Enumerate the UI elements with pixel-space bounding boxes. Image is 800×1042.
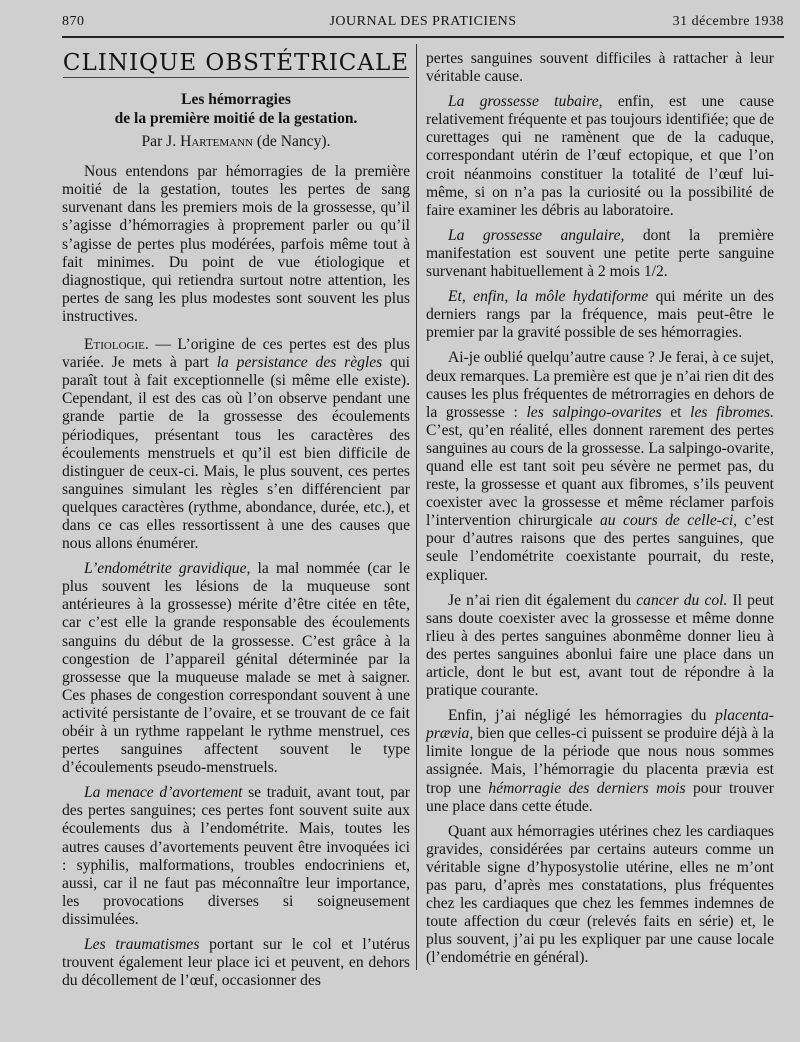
section-title: CLINIQUE OBSTÉTRICALE (62, 50, 410, 76)
paragraph: Je n’ai rien dit également du cancer du col. Il peut sans doute coexister avec la grossesse et même donne rlieu à des pertes sanguines abonmême donner lieu à des pertes sanguines abonlui faire une place dans un article, dont le but est, avant tout de répondre à la pratique courante. (426, 591, 775, 700)
paragraph: pertes sanguines souvent difficiles à rattacher à leur véritable cause. (426, 50, 774, 86)
paragraph: La menace d’avortement se traduit, avant tout, par des pertes sanguines; ces pertes font souvent suite aux écoulements dus à l’endométrite. Mais, toutes les autres causes d’avortements peuvent être invoquées ici : syphilis, malformations, troubles endocriniens et, aussi, car il ne faut pas méconnaître leur importance, les provocations diverses si soigneusement dissimulées. (62, 784, 410, 928)
issue-date: 31 décembre 1938 (672, 14, 784, 29)
journal-title: JOURNAL DES PRATICIENS (329, 14, 517, 29)
paragraph: Et, enfin, la môle hydatiforme qui mérite un des derniers rangs par la fréquence, mais peut-être le premier par la gravité possible de ses hémorragies. (426, 288, 774, 342)
paragraph: La grossesse tubaire, enfin, est une cause relativement fréquente et pas toujours identifiée; que de curettages qui ne ramènent que de la caduque, correspondant utérin de l’œuf ectopique, et que l’on croit néanmoins constituer la totalité de l’œuf lui-même, si on n’a pas la curiosité ou la possibilité de faire examiner les débris au laboratoire. (426, 93, 774, 219)
paragraph: Etiologie. — L’origine de ces pertes est des plus variée. Je mets à part la persistance des règles qui paraît tout à fait exceptionnelle (si même elle existe). Cependant, il est des cas où l’on observe pendant une grande partie de la grossesse des écoulements périodiques, présentant tous les caractères des écoulements menstruels et qu’il est bien difficile de distinguer de ceux-ci. Mais, le plus souvent, ces pertes sanguines simulant les règles s’en différencient par quelques caractères (rythme, abondance, durée, etc.), et dans ce cas elles ressortissent à une des causes que nous allons énumérer. (62, 336, 411, 553)
running-header (62, 14, 784, 34)
left-column (62, 50, 410, 990)
paragraph: Quant aux hémorragies utérines chez les cardiaques gravides, considérées par certains auteurs comme un véritable signe d’hyposystolie utérine, elles ne m’ont pas paru, d’après mes constatations, plus fréquentes chez les cardiaques que chez les femmes indemnes de toute affection du cœur (relevés faits en série) et, le plus souvent, j’ai pu les expliquer par une cause locale (l’endométrie en général). (426, 822, 774, 967)
article-title-line2: de la première moitié de la gestation. (114, 110, 358, 128)
article-title-line1: Les hémorragies (181, 91, 291, 109)
paragraph: Ai-je oublié quelqu’autre cause ? Je ferai, à ce sujet, deux remarques. La première est que je n’ai rien dit des causes les plus fréquentes de métrorragies en dehors de la grossesse : les salpingo-ovarites et les fibromes. C’est, qu’en réalité, elles donnent rarement des pertes sanguines au cours de la grossesse. La salpingo-ovarite, quand elle est tant soit peu sévère ne permet pas, du reste, la grossesse et quant aux fibromes, s’ils peuvent coexister avec la grossesse et même réclamer parfois l’intervention chirurgicale au cours de celle-ci, c’est pour d’autres raisons que des pertes sanguines, que seule l’endométrite coexistante pourrait, du reste, expliquer. (426, 349, 775, 584)
column-divider (416, 44, 417, 970)
author-byline: Par J. Hartemann (de Nancy). (141, 133, 331, 151)
author-name: Hartemann (180, 133, 253, 151)
paragraph: Nous entendons par hémorragies de la première moitié de la gestation, toutes les pertes de sang survenant dans les premiers mois de la grossesse, qu’il s’agisse d’hémorragies à proprement parler ou qu’il s’agisse de pertes plus modérées, parfois même tout à fait minimes. Du point de vue étiologique et diagnostique, qui retiendra surtout notre attention, les pertes de sang les plus modestes sont souvent les plus instructives. (62, 163, 410, 325)
header-rule (62, 36, 784, 38)
paragraph: La grossesse angulaire, dont la première manifestation est souvent une petite perte sanguine survenant habituellement à 2 mois 1/2. (426, 226, 774, 281)
page-number: 870 (62, 14, 85, 29)
paragraph: L’endométrite gravidique, la mal nommée (car le plus souvent les lésions de la muqueuse sont antérieures à la grossesse) mérite d’être citée en tête, car c’est elle la grande responsable des écoulements sanguins du début de la grossesse. C’est grâce à la congestion de l’appareil génital déterminée par la grossesse que la muqueuse malade se met à saigner. Ces phases de congestion correspondant souvent à une activité persistante de l’ovaire, et se trouvant de ce fait obéir à un rythme rappelant le rythme menstruel, ces pertes sanguines affectent souvent le type d’écoulements pseudo-menstruels. (62, 560, 410, 777)
paragraph: Enfin, j’ai négligé les hémorragies du placenta-prævia, bien que celles-ci puissent se produire déjà à la limite longue de la période que nous nous sommes assignée. Mais, l’hémorragie du placenta prævia est trop une hémorragie des derniers mois pour trouver une place dans cette étude. (426, 707, 774, 815)
right-column (426, 50, 774, 968)
paragraph: Les traumatismes portant sur le col et l’utérus trouvent également leur place ici et peuvent, en dehors du décollement de l’œuf, occasionner des (62, 936, 410, 990)
